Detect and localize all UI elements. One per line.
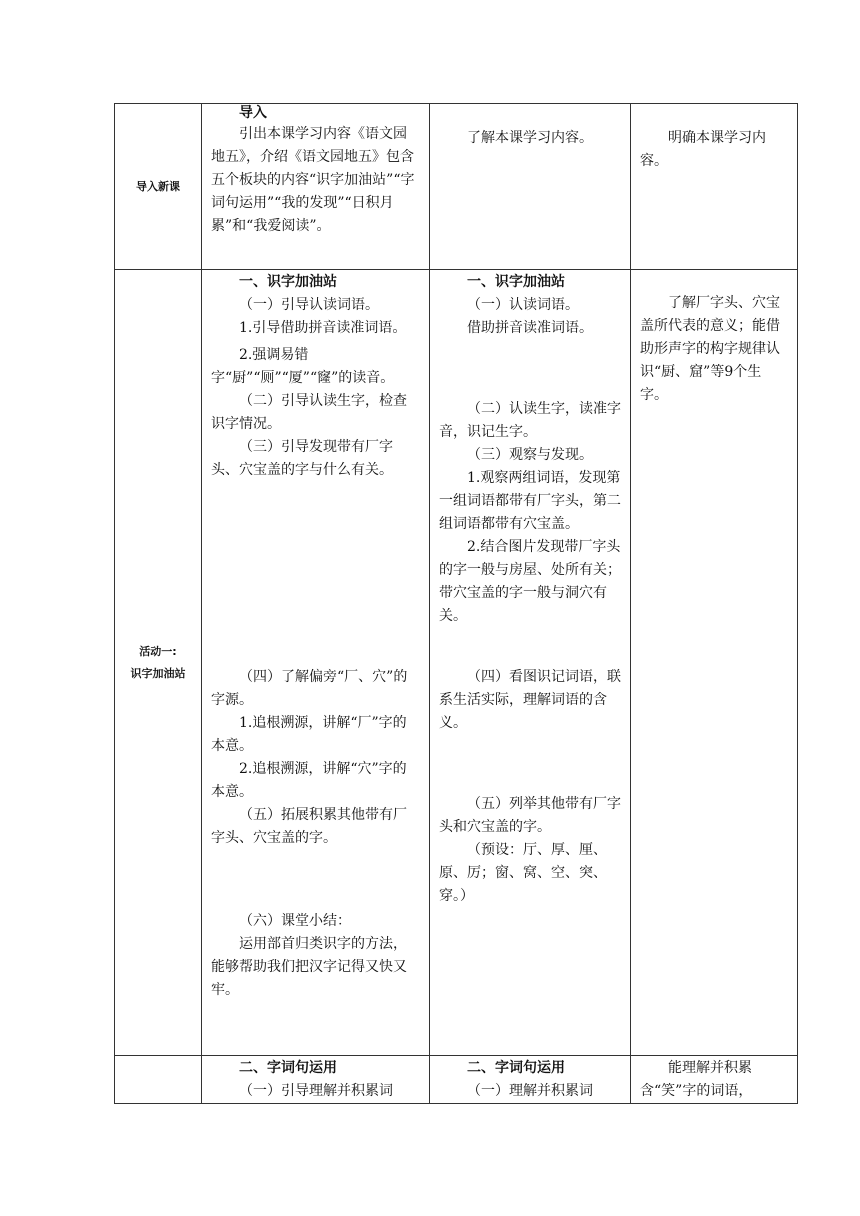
teacher-step: （六）课堂小结： xyxy=(239,913,351,929)
student-step: （二）认读生字，读准字音，识记生字。 xyxy=(439,401,621,440)
teacher-title: 二、字词句运用 xyxy=(239,1060,337,1076)
teacher-step: 1.引导借助拼音读准词语。 xyxy=(239,320,407,336)
student-title: 二、字词句运用 xyxy=(467,1060,565,1076)
section-label: 导入新课 xyxy=(115,104,202,270)
teacher-cell xyxy=(202,270,430,1056)
student-step: 借助拼音读准词语。 xyxy=(467,320,593,336)
table-row xyxy=(115,1056,798,1104)
teacher-step: 2.追根溯源，讲解“穴”字的本意。 xyxy=(211,761,407,800)
teacher-cell xyxy=(202,104,430,270)
table-row xyxy=(115,270,798,1056)
student-cell xyxy=(430,270,631,1056)
goal-cell xyxy=(631,1056,798,1104)
section-label-line2: 识字加油站 xyxy=(130,666,186,680)
goal-cell xyxy=(631,104,798,270)
student-cell xyxy=(430,104,631,270)
student-step: 1.观察两组词语，发现第一组词语都带有厂字头，第二组词语都带有穴宝盖。 xyxy=(439,470,621,532)
section-label-line1: 活动一: xyxy=(139,644,177,658)
student-title: 一、识字加油站 xyxy=(467,274,565,290)
teacher-step: （四）了解偏旁“厂、穴”的字源。 xyxy=(211,669,408,708)
goal-text: 能理解并积累含“笑”字的词语， xyxy=(640,1060,753,1099)
student-step: 2.结合图片发现带厂字头的字一般与房屋、处所有关；带穴宝盖的字一般与洞穴有关。 xyxy=(439,539,621,624)
teacher-step: （五）拓展积累其他带有厂字头、穴宝盖的字。 xyxy=(211,807,407,846)
student-step: （五）列举其他带有厂字头和穴宝盖的字。 xyxy=(439,796,621,835)
student-step: （一）认读词语。 xyxy=(467,297,579,313)
student-text: 了解本课学习内容。 xyxy=(467,130,593,146)
teacher-step: 2.强调易错字“厨”“厕”“厦”“窿”的读音。 xyxy=(211,347,395,386)
section-label xyxy=(115,1056,202,1104)
student-step: （预设：厅、厚、厘、原、厉；窗、窝、空、突、穿。） xyxy=(439,842,607,904)
teacher-step: （二）引导认读生字，检查识字情况。 xyxy=(211,393,407,432)
goal-text: 了解厂字头、穴宝盖所代表的意义；能借助形声字的构字规律认识“厨、窟”等9个生字。 xyxy=(640,295,780,403)
student-cell xyxy=(430,1056,631,1104)
teacher-cell xyxy=(202,1056,430,1104)
teacher-step: 1.追根溯源，讲解“厂”字的本意。 xyxy=(211,715,407,754)
table-row xyxy=(115,104,798,270)
teacher-step: （三）引导发现带有厂字头、穴宝盖的字与什么有关。 xyxy=(211,439,393,478)
section-label xyxy=(115,270,202,1056)
teacher-step: （一）引导认读词语。 xyxy=(239,297,379,313)
student-step: （一）理解并积累词 xyxy=(467,1083,593,1099)
intro-text: 引出本课学习内容《语文园地五》，介绍《语文园地五》包含五个板块的内容“识字加油站”“字词句运用”“我的发现”“日积月累”和“我爱阅读”。 xyxy=(211,126,415,234)
student-step: （三）观察与发现。 xyxy=(467,447,593,463)
teacher-step: 运用部首归类识字的方法，能够帮助我们把汉字记得又快又牢。 xyxy=(211,936,407,998)
goal-text: 明确本课学习内容。 xyxy=(640,130,766,169)
teacher-step: （一）引导理解并积累词 xyxy=(239,1083,393,1099)
goal-cell xyxy=(631,270,798,1056)
lesson-plan-table xyxy=(114,103,798,1104)
student-step: （四）看图识记词语，联系生活实际，理解词语的含义。 xyxy=(439,669,621,731)
teacher-title: 一、识字加油站 xyxy=(239,274,337,290)
intro-heading: 导入 xyxy=(239,105,267,121)
